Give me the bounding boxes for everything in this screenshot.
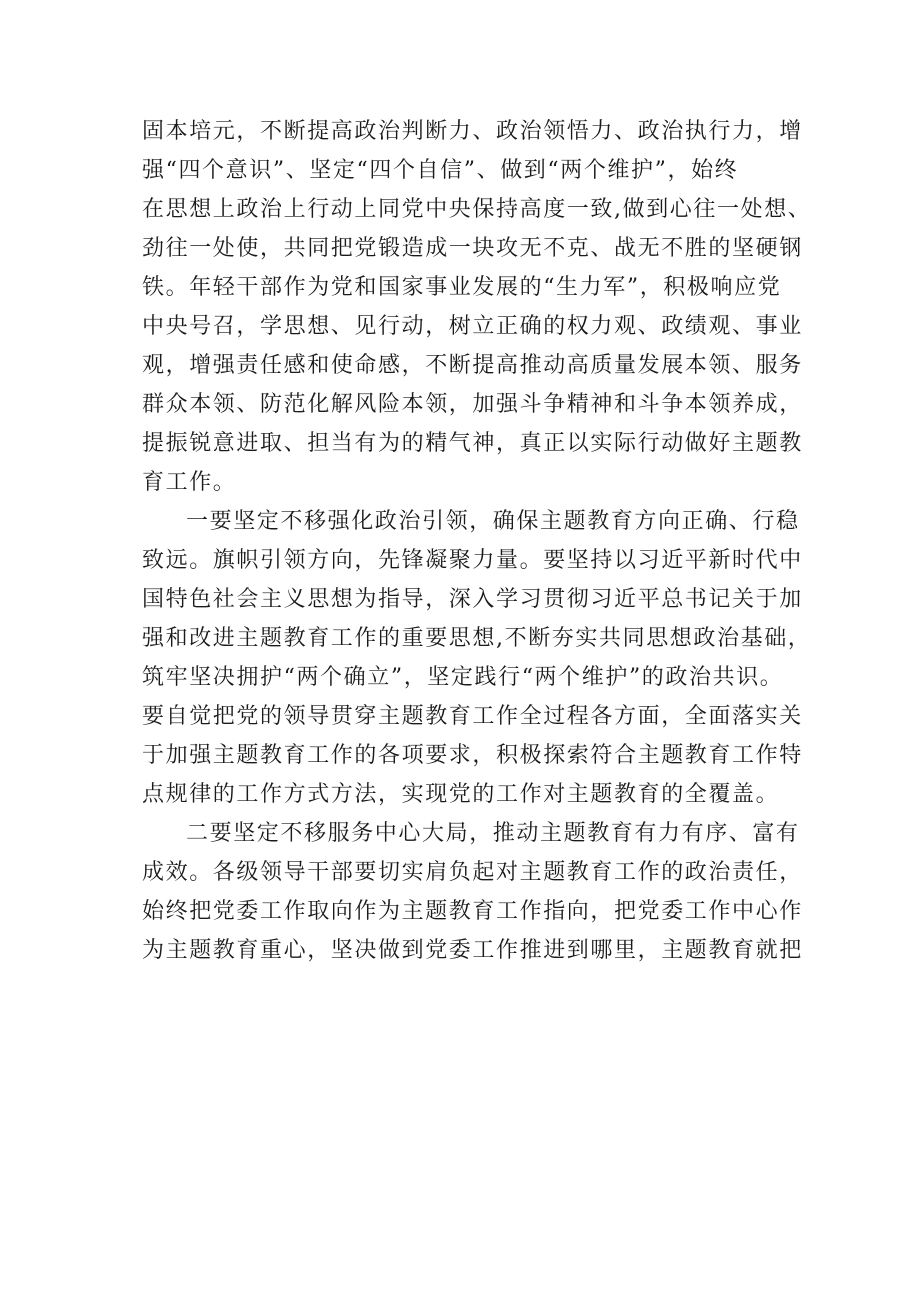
text-line: 中央号召，学思想、见行动，树立正确的权力观、政绩观、事业 bbox=[142, 314, 803, 339]
text-line: 致远。旗帜引领方向，先锋凝聚力量。要坚持以习近平新时代中 bbox=[142, 548, 803, 573]
text-line: 铁。年轻干部作为党和国家事业发展的“生力军”，积极响应党 bbox=[142, 275, 782, 300]
text-line: 育工作。 bbox=[142, 470, 237, 495]
paragraph-1 bbox=[142, 112, 842, 502]
text-line: 始终把党委工作取向作为主题教育工作指向，把党委工作中心作 bbox=[142, 899, 803, 924]
text-line: 在思想上政治上行动上同党中央保持高度一致,做到心往一处想、 bbox=[142, 197, 812, 222]
text-line: 强“四个意识”、坚定“四个自信”、做到“两个维护”，始终 bbox=[142, 158, 739, 183]
text-line: 成效。各级领导干部要切实肩负起对主题教育工作的政治责任， bbox=[142, 860, 803, 885]
text-line: 劲往一处使，共同把党锻造成一块攻无不克、战无不胜的坚硬钢 bbox=[142, 236, 803, 261]
paragraph-3 bbox=[142, 814, 842, 970]
document-body bbox=[142, 112, 842, 970]
text-line: 二要坚定不移服务中心大局，推动主题教育有力有序、富有 bbox=[186, 821, 800, 846]
text-line: 筑牢坚决拥护“两个确立”，坚定践行“两个维护”的政治共识。 bbox=[142, 665, 784, 690]
text-line: 于加强主题教育工作的各项要求，积极探索符合主题教育工作特 bbox=[142, 743, 803, 768]
text-line: 强和改进主题教育工作的重要思想,不断夯实共同思想政治基础， bbox=[142, 626, 812, 651]
text-line: 固本培元，不断提高政治判断力、政治领悟力、政治执行力，增 bbox=[142, 119, 803, 144]
text-line: 要自觉把党的领导贯穿主题教育工作全过程各方面，全面落实关 bbox=[142, 704, 803, 729]
text-line: 国特色社会主义思想为指导，深入学习贯彻习近平总书记关于加 bbox=[142, 587, 803, 612]
text-line: 点规律的工作方式方法，实现党的工作对主题教育的全覆盖。 bbox=[142, 782, 780, 807]
text-line: 群众本领、防范化解风险本领，加强斗争精神和斗争本领养成， bbox=[142, 392, 803, 417]
paragraph-2 bbox=[142, 502, 842, 814]
text-line: 提振锐意进取、担当有为的精气神，真正以实际行动做好主题教 bbox=[142, 431, 803, 456]
text-line: 为主题教育重心，坚决做到党委工作推进到哪里，主题教育就把 bbox=[142, 938, 803, 963]
text-line: 观，增强责任感和使命感，不断提高推动高质量发展本领、服务 bbox=[142, 353, 803, 378]
text-line: 一要坚定不移强化政治引领，确保主题教育方向正确、行稳 bbox=[186, 509, 800, 534]
